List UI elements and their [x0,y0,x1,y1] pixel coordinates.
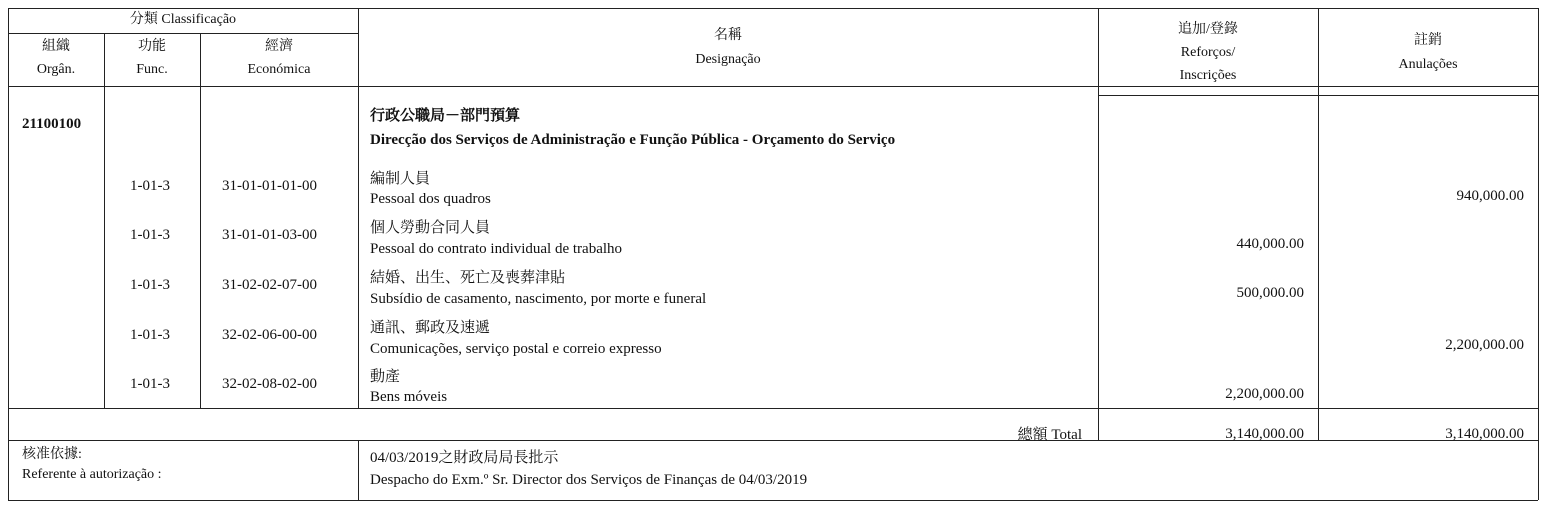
row-name-zh: 通訊、郵政及速遞 [370,320,491,336]
row-reforcos: 2,200,000.00 [1225,386,1304,402]
row-reforcos: 440,000.00 [1236,236,1304,252]
organ-name-zh: 行政公職局－部門預算 [370,108,521,124]
row-func: 1-01-3 [130,277,170,293]
reforcos-header-pt2: Inscrições [1179,68,1237,83]
classification-header: 分類 Classificação [129,12,237,27]
authorization-label-zh: 核准依據: [22,447,82,462]
row-func: 1-01-3 [130,376,170,392]
row-name-zh: 結婚、出生、死亡及喪葬津貼 [370,270,566,286]
row-name-pt: Pessoal do contrato individual de trabalho [370,241,623,257]
row-anulacoes: 940,000.00 [1456,188,1524,204]
authorization-value-pt: Despacho do Exm.º Sr. Director dos Serviços de Finanças de 04/03/2019 [370,472,808,488]
organ-code: 21100100 [22,116,82,132]
econ-header-pt: Económica [247,62,311,77]
row-func: 1-01-3 [130,178,170,194]
reforcos-header-zh: 追加/登錄 [1178,22,1238,37]
econ-header-zh: 經濟 [265,39,293,54]
organ-header-zh: 組織 [42,39,70,54]
row-reforcos: 500,000.00 [1236,285,1304,301]
row-name-pt: Bens móveis [370,389,448,405]
anulacoes-header-pt: Anulações [1398,57,1458,72]
reforcos-header-pt1: Reforços/ [1180,45,1236,60]
row-name-zh: 動產 [370,369,401,385]
name-header-pt: Designação [695,52,761,67]
total-anulacoes: 3,140,000.00 [1445,426,1524,442]
row-func: 1-01-3 [130,327,170,343]
row-anulacoes: 2,200,000.00 [1445,337,1524,353]
authorization-value-zh: 04/03/2019之財政局局長批示 [370,450,559,466]
row-name-zh: 個人勞動合同人員 [370,220,491,236]
row-econ: 31-02-02-07-00 [222,277,317,293]
row-econ: 32-02-06-00-00 [222,327,317,343]
row-name-pt: Comunicações, serviço postal e correio expresso [370,341,662,357]
func-header-pt: Func. [136,62,168,77]
organ-name-pt: Direcção dos Serviços de Administração e Função Pública - Orçamento do Serviço [370,132,896,148]
name-header-zh: 名稱 [714,28,742,43]
total-label: 總額 Total [1017,427,1082,443]
row-name-pt: Subsídio de casamento, nascimento, por morte e funeral [370,291,707,307]
row-econ: 32-02-08-02-00 [222,376,317,392]
func-header-zh: 功能 [138,39,166,54]
row-name-pt: Pessoal dos quadros [370,191,491,207]
row-func: 1-01-3 [130,227,170,243]
total-reforcos: 3,140,000.00 [1225,426,1304,442]
organ-header-pt: Orgân. [36,62,76,77]
row-econ: 31-01-01-01-00 [222,178,317,194]
authorization-label-pt: Referente à autorização : [22,467,162,482]
row-econ: 31-01-01-03-00 [222,227,317,243]
anulacoes-header-zh: 註銷 [1414,33,1442,48]
row-name-zh: 編制人員 [370,171,431,187]
